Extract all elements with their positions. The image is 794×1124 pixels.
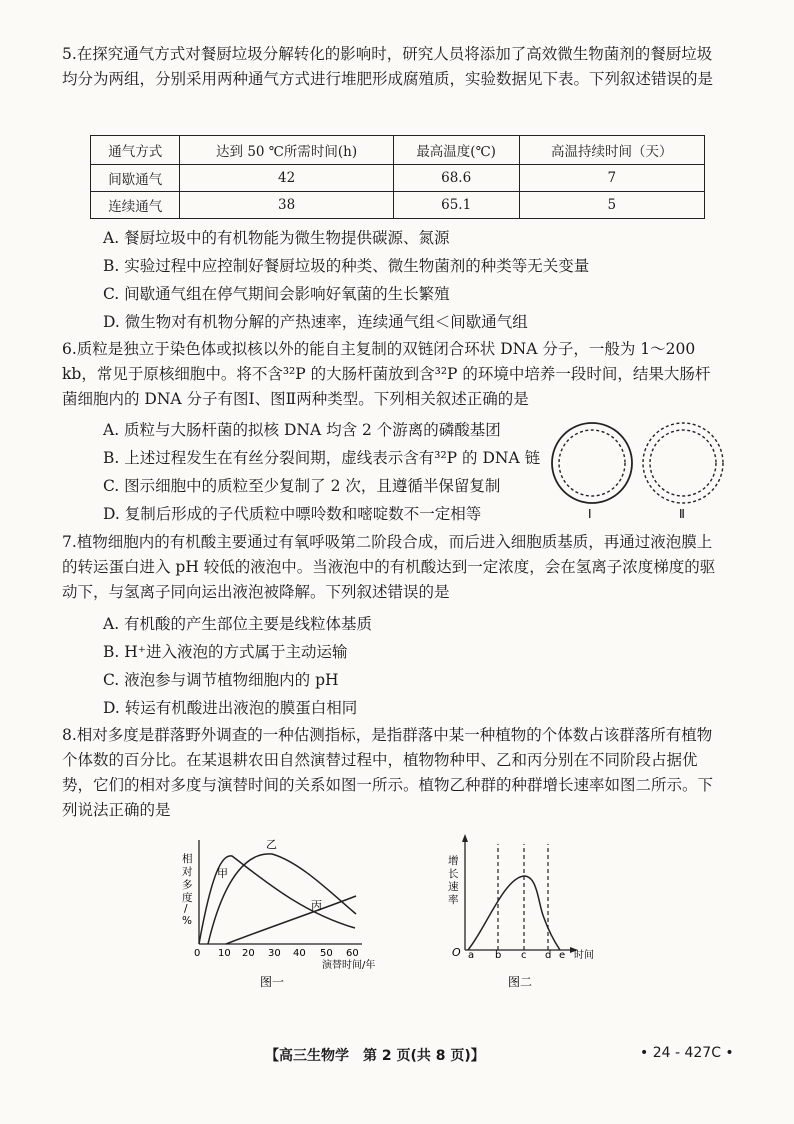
y-axis-arrow-icon — [462, 834, 468, 842]
question-8 — [62, 723, 722, 823]
table-cell: 5 — [519, 192, 704, 219]
question-6 — [62, 337, 722, 412]
option-7c: C. 液泡参与调节植物细胞内的 pH — [103, 671, 339, 689]
tick-label: c — [521, 950, 527, 961]
option-7a: A. 有机酸的产生部位主要是线粒体基质 — [103, 615, 373, 633]
option-6d: D. 复制后形成的子代质粒中嘌呤数和嘧啶数不一定相等 — [103, 505, 482, 523]
table-cell: 间歇通气 — [91, 165, 180, 192]
tick-label: b — [495, 950, 502, 961]
ylabel-char: 对 — [182, 866, 193, 878]
figure-2-ticks — [468, 950, 565, 961]
figure-1-ylabel — [182, 852, 193, 927]
table-header-row — [91, 136, 705, 165]
footer-exam-code: • 24 - 427C • — [640, 1045, 734, 1061]
tick-label: a — [468, 950, 475, 961]
option-7b: B. H⁺进入液泡的方式属于主动运输 — [103, 643, 348, 661]
question-7-stem: 7.植物细胞内的有机酸主要通过有氧呼吸第二阶段合成，而后进入细胞质基质，再通过液泡膜上的转运蛋白进入 pH 较低的液泡中。当液泡中的有机酸达到一定浓度，会在氢离子浓度梯度的驱动下，与氢离子同向运出液泡被降解。下列叙述错误的是 — [62, 533, 716, 601]
label-yi: 乙 — [266, 838, 277, 851]
figure-1 — [180, 832, 390, 990]
table-cell: 42 — [180, 165, 393, 192]
question-6-stem: 6.质粒是独立于染色体或拟核以外的能自主复制的双链闭合环状 DNA 分子，一般为 1～200 kb，常见于原核细胞中。将不含³²P 的大肠杆菌放到含³²P 的环境中培养一段时间，结果大肠杆菌细胞内的 DNA 分子有图Ⅰ、图Ⅱ两种类型。下列相关叙述正确的是 — [62, 340, 711, 408]
ylabel-char: % — [182, 915, 192, 927]
tick-label: e — [559, 950, 566, 961]
tick-label: 40 — [293, 948, 306, 959]
tick-label: 60 — [346, 948, 359, 959]
ylabel-char: 多 — [182, 879, 193, 891]
ylabel-char: 度 — [182, 892, 193, 904]
question-5-stem: 5.在探究通气方式对餐厨垃圾分解转化的影响时，研究人员将添加了高效微生物菌剂的餐厨垃圾均分为两组，分别采用两种通气方式进行堆肥形成腐殖质，实验数据见下表。下列叙述错误的是 — [62, 45, 714, 88]
table-row — [91, 165, 705, 192]
plasmid-i — [552, 423, 632, 520]
tick-label: 20 — [242, 948, 255, 959]
tick-label: 0 — [194, 948, 201, 959]
question-5 — [62, 42, 722, 92]
tick-label: d — [545, 950, 552, 961]
option-7d: D. 转运有机酸进出液泡的膜蛋白相同 — [103, 699, 358, 717]
tick-label: 30 — [268, 948, 281, 959]
tick-label: 50 — [320, 948, 333, 959]
tick-label: 10 — [218, 948, 231, 959]
plasmid-ii-inner-strand — [650, 430, 716, 496]
table-header-cell: 达到 50 ℃所需时间(h) — [180, 136, 393, 165]
option-5b: B. 实验过程中应控制好餐厨垃圾的种类、微生物菌剂的种类等无关变量 — [103, 257, 590, 275]
question-7 — [62, 530, 722, 605]
label-bing: 丙 — [311, 899, 322, 912]
growth-rate-curve — [468, 876, 560, 950]
table-cell: 38 — [180, 192, 393, 219]
table-header-cell: 通气方式 — [91, 136, 180, 165]
plasmid-i-label: Ⅰ — [588, 507, 592, 520]
figure-1-xlabel: 演替时间/年 — [322, 960, 376, 971]
option-5c: C. 间歇通气组在停气期间会影响好氧菌的生长繁殖 — [103, 285, 450, 303]
ylabel-char: / — [184, 903, 188, 915]
question-8-stem: 8.相对多度是群落野外调查的一种估测指标，是指群落中某一种植物的个体数占该群落所有植物个体数的百分比。在某退耕农田自然演替过程中，植物物种甲、乙和丙分别在不同阶段占据优势，它们的相对多度与演替时间的关系如图一所示。植物乙种群的种群增长速率如图二所示。下列说法正确的是 — [62, 726, 714, 819]
table-cell: 连续通气 — [91, 192, 180, 219]
footer-page-info: 【高三生物学 第 2 页(共 8 页)】 — [265, 1048, 485, 1064]
figure-2 — [446, 832, 616, 990]
option-5d: D. 微生物对有机物分解的产热速率，连续通气组＜间歇通气组 — [103, 313, 528, 331]
option-6c: C. 图示细胞中的质粒至少复制了 2 次，且遵循半保留复制 — [103, 477, 501, 495]
curve-yi — [208, 854, 356, 944]
ylabel-char: 相 — [182, 853, 193, 865]
plasmid-i-outer-strand — [552, 423, 632, 503]
ylabel-char: 增 — [448, 855, 459, 867]
table-cell: 68.6 — [393, 165, 519, 192]
table-header-cell: 高温持续时间（天） — [519, 136, 704, 165]
plasmid-ii-label: Ⅱ — [679, 507, 685, 520]
origin-label: O — [452, 946, 461, 959]
plasmid-ii — [643, 423, 723, 520]
curve-bing — [226, 896, 356, 944]
plasmid-figure — [548, 420, 738, 520]
option-6b: B. 上述过程发生在有丝分裂间期，虚线表示含有³²P 的 DNA 链 — [103, 449, 541, 467]
ylabel-char: 长 — [448, 868, 459, 880]
table-header-cell: 最高温度(℃) — [393, 136, 519, 165]
ylabel-char: 率 — [448, 894, 459, 906]
figure-2-ylabel — [448, 854, 459, 906]
ventilation-table — [90, 135, 705, 219]
ylabel-char: 速 — [448, 881, 459, 893]
plasmid-ii-outer-strand — [643, 423, 723, 503]
figure-2-caption: 图二 — [508, 975, 533, 989]
figure-1-ticks — [194, 948, 359, 959]
label-jia: 甲 — [217, 867, 228, 880]
plasmid-i-inner-strand — [559, 430, 625, 496]
option-5a: A. 餐厨垃圾中的有机物能为微生物提供碳源、氮源 — [103, 229, 450, 247]
figure-2-xlabel: 时间 — [574, 950, 594, 961]
figure-1-caption: 图一 — [260, 975, 285, 989]
table-cell: 65.1 — [393, 192, 519, 219]
option-6a: A. 质粒与大肠杆菌的拟核 DNA 均含 2 个游离的磷酸基团 — [103, 421, 501, 439]
table-row — [91, 192, 705, 219]
table-cell: 7 — [519, 165, 704, 192]
